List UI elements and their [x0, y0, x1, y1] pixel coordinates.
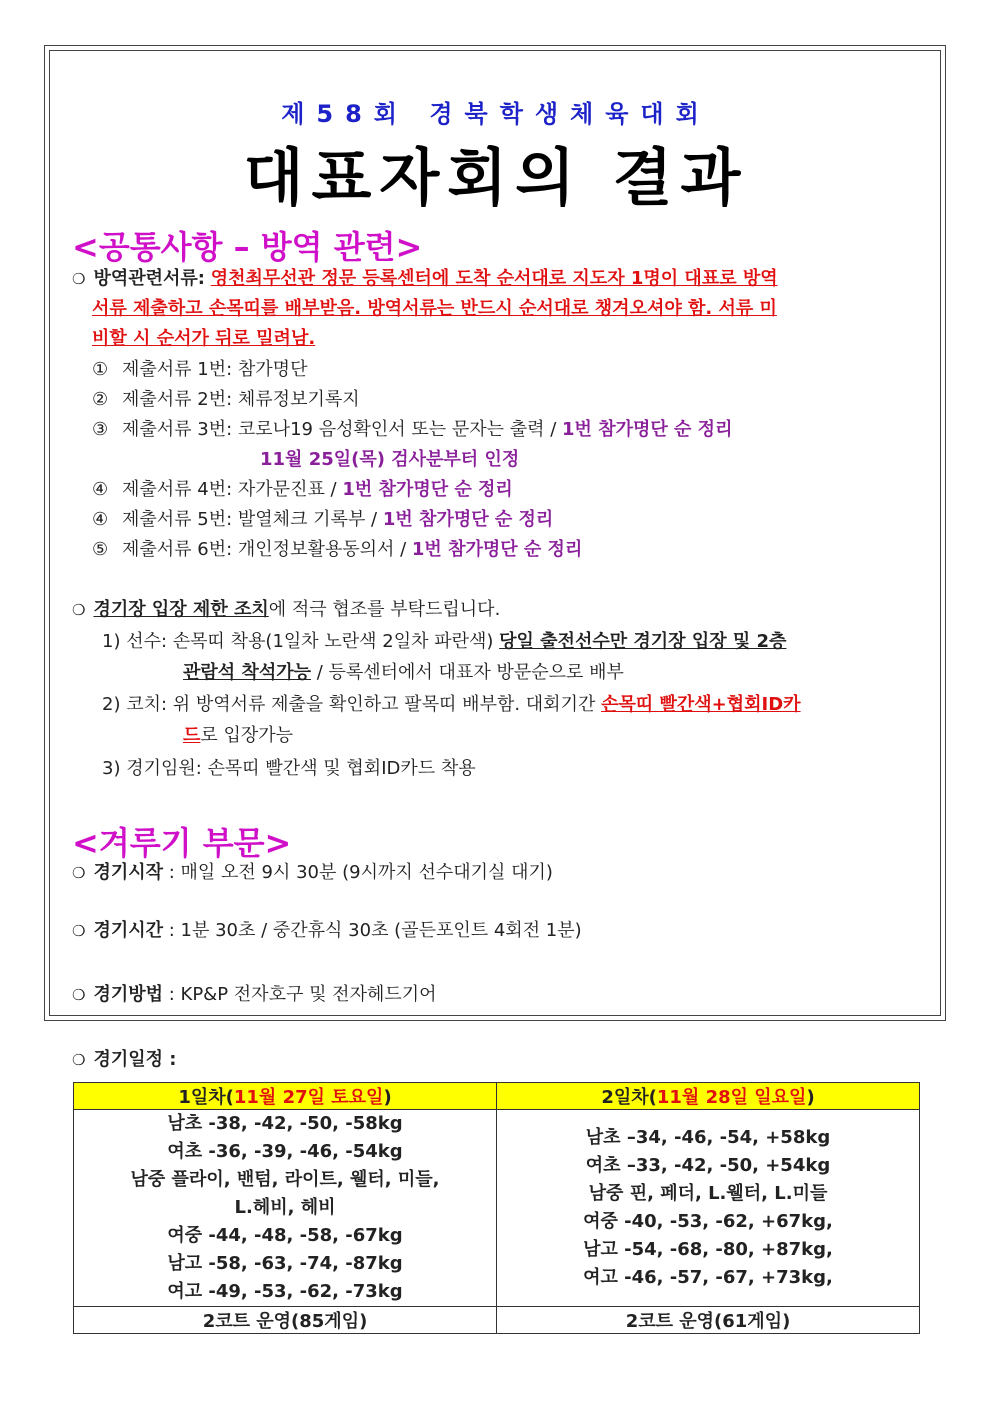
day2-line: 남중 핀, 페더, L.웰터, L.미들	[588, 1183, 828, 1204]
circle-bullet-icon: ❍	[72, 601, 86, 619]
doc-num: ⑤	[92, 539, 109, 560]
kyorugi-section-title: <겨루기 부문>	[72, 824, 292, 862]
docs-bullet-text-2: 서류 제출하고 손목띠를 배부받음. 방역서류는 반드시 순서대로 챙겨오셔야 함. 서류 미	[92, 298, 777, 319]
doc-num: ①	[92, 359, 109, 380]
kyorugi-method	[72, 980, 437, 1010]
day1-header-suffix: )	[383, 1087, 392, 1108]
day1-line: L.헤비, 헤비	[234, 1197, 336, 1218]
docs-bullet-line1	[72, 264, 778, 294]
doc-num: ④	[92, 479, 109, 500]
doc-item-6	[92, 535, 582, 565]
doc-note: 1번 참가명단 순 정리	[411, 539, 583, 560]
method-label: 경기방법	[93, 984, 164, 1005]
day1-header	[74, 1083, 497, 1110]
doc3-extra	[260, 445, 519, 475]
doc-text: 제출서류 2번: 체류정보기록지	[122, 389, 360, 410]
day1-line: 여초 -36, -39, -46, -54kg	[167, 1141, 403, 1162]
common-section-title: <공통사항 – 방역 관련>	[72, 228, 423, 266]
doc-item-5	[92, 505, 553, 535]
day1-header-date: 11월 27일 토요일	[233, 1087, 384, 1108]
entry-coach-line1	[102, 690, 801, 720]
doc-text: 제출서류 6번: 개인정보활용동의서 /	[122, 539, 412, 560]
day1-events	[74, 1110, 497, 1307]
entry-coach-red-1: 손목띠 빨간색+협회ID카	[601, 694, 801, 715]
circle-bullet-icon: ❍	[72, 986, 86, 1004]
doc-item-4	[92, 475, 513, 505]
doc3-extra-text: 11월 25일(목) 검사분부터 인정	[260, 449, 520, 470]
doc-text: 제출서류 3번: 코로나19 음성확인서 또는 문자는 출력 /	[122, 419, 563, 440]
kyorugi-time	[72, 916, 582, 946]
docs-bullet-line3	[92, 324, 315, 354]
circle-bullet-icon: ❍	[72, 922, 86, 940]
entry-coach-suffix: 로 입장가능	[200, 725, 294, 746]
day2-events	[497, 1110, 920, 1307]
circle-bullet-icon: ❍	[72, 1051, 86, 1069]
entry-bullet-text: 에 적극 협조를 부탁드립니다.	[268, 599, 501, 620]
entry-bullet-label: 경기장 입장 제한 조치	[93, 599, 269, 620]
doc-num: ④	[92, 509, 109, 530]
page-title: 대표자회의 결과	[243, 141, 749, 214]
docs-bullet-text-3: 비할 시 순서가 뒤로 밀려남.	[92, 328, 316, 349]
kyorugi-start	[72, 858, 553, 888]
day2-header	[497, 1083, 920, 1110]
circle-bullet-icon: ❍	[72, 270, 86, 288]
doc-item-3	[92, 415, 732, 445]
day1-line: 남초 -38, -42, -50, -58kg	[167, 1113, 403, 1134]
event-subtitle: 제58회 경북학생체육대회	[281, 100, 711, 128]
docs-bullet-line2	[92, 294, 777, 324]
docs-bullet-label: 방역관련서류:	[93, 268, 205, 289]
doc-text: 제출서류 1번: 참가명단	[122, 359, 308, 380]
day2-line: 여초 –33, -42, -50, +54kg	[585, 1155, 831, 1176]
day2-line: 여고 -46, -57, -67, +73kg,	[583, 1267, 833, 1288]
day2-header-prefix: 2일차(	[601, 1087, 657, 1108]
doc-item-2	[92, 385, 360, 415]
day2-line: 남고 -54, -68, -80, +87kg,	[583, 1239, 833, 1260]
entry-player-bold-2: 관람석 착석가능	[183, 662, 311, 683]
entry-player-line2	[183, 658, 624, 688]
doc-note: 1번 참가명단 순 정리	[562, 419, 733, 440]
day1-line: 여고 -49, -53, -62, -73kg	[167, 1281, 403, 1302]
schedule-table	[73, 1082, 920, 1334]
doc-note: 1번 참가명단 순 정리	[382, 509, 554, 530]
time-text: : 1분 30초 / 중간휴식 30초 (골든포인트 4회전 1분)	[163, 920, 582, 941]
method-text: : KP&P 전자호구 및 전자헤드기어	[163, 984, 437, 1005]
entry-coach-red-2: 드	[183, 725, 201, 746]
entry-player-suffix: / 등록센터에서 대표자 방문순으로 배부	[310, 662, 624, 683]
day2-header-suffix: )	[806, 1087, 815, 1108]
docs-bullet-text-1: 영천최무선관 정문 등록센터에 도착 순서대로 지도자 1명이 대표로 방역	[210, 268, 778, 289]
day1-line: 여중 -44, -48, -58, -67kg	[167, 1225, 403, 1246]
doc-num: ②	[92, 389, 109, 410]
day2-line: 남초 –34, -46, -54, +58kg	[585, 1127, 831, 1148]
day1-header-prefix: 1일차(	[178, 1087, 234, 1108]
day1-footer: 2코트 운영(85게임)	[74, 1307, 497, 1334]
doc-text: 제출서류 5번: 발열체크 기록부 /	[122, 509, 383, 530]
schedule-label: 경기일정 :	[93, 1049, 177, 1070]
doc-text: 제출서류 4번: 자가문진표 /	[122, 479, 343, 500]
circle-bullet-icon: ❍	[72, 864, 86, 882]
doc-note: 1번 참가명단 순 정리	[342, 479, 513, 500]
entry-player-prefix: 1) 선수: 손목띠 착용(1일차 노란색 2일차 파란색)	[102, 631, 500, 652]
kyorugi-schedule	[72, 1045, 176, 1075]
day2-header-date: 11월 28일 일요일	[656, 1087, 807, 1108]
entry-player-line1	[102, 627, 786, 657]
entry-coach-prefix: 2) 코치: 위 방역서류 제출을 확인하고 팔목띠 배부함. 대회기간	[102, 694, 602, 715]
day1-line: 남고 -58, -63, -74, -87kg	[167, 1253, 403, 1274]
day1-line: 남중 플라이, 밴텀, 라이트, 웰터, 미들,	[130, 1169, 440, 1190]
entry-official: 3) 경기임원: 손목띠 빨간색 및 협회ID카드 착용	[102, 758, 476, 779]
entry-coach-line2	[183, 721, 293, 751]
time-label: 경기시간	[93, 920, 164, 941]
doc-item-1	[92, 355, 307, 385]
entry-player-bold-1: 당일 출전선수만 경기장 입장 및 2층	[499, 631, 787, 652]
day2-footer: 2코트 운영(61게임)	[497, 1307, 920, 1334]
start-label: 경기시작	[93, 862, 164, 883]
start-text: : 매일 오전 9시 30분 (9시까지 선수대기실 대기)	[163, 862, 553, 883]
day2-line: 여중 -40, -53, -62, +67kg,	[583, 1211, 833, 1232]
entry-bullet	[72, 595, 500, 625]
doc-num: ③	[92, 419, 109, 440]
